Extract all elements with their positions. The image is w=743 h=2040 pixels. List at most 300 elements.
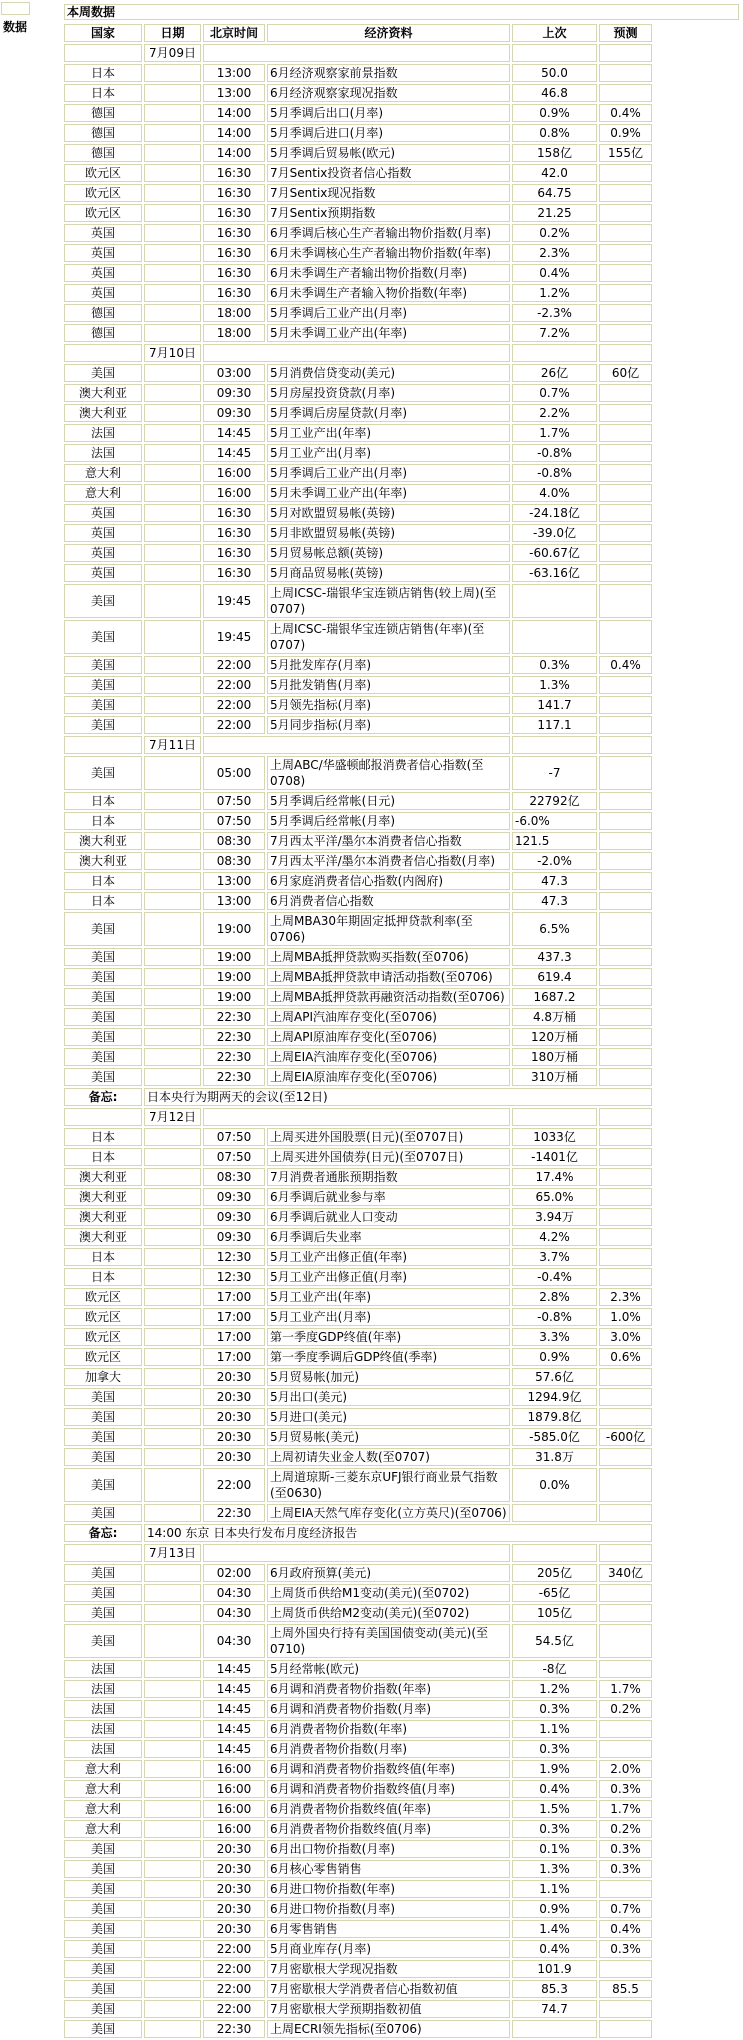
cell-date (144, 1960, 201, 1978)
cell-previous: 205亿 (512, 1564, 597, 1582)
cell-previous: 74.7 (512, 2000, 597, 2018)
cell-previous (512, 584, 597, 618)
cell-date (144, 1368, 201, 1386)
cell-previous: 0.4% (512, 1940, 597, 1958)
cell-forecast (599, 84, 652, 102)
cell-date (144, 620, 201, 654)
table-row (64, 872, 652, 890)
cell-time: 20:30 (203, 1880, 265, 1898)
cell-time: 09:30 (203, 1228, 265, 1246)
table-row (64, 1368, 652, 1386)
cell-forecast (599, 1408, 652, 1426)
cell-time: 16:00 (203, 1760, 265, 1778)
cell-date (144, 424, 201, 442)
table-row (64, 1288, 652, 1306)
cell-time: 12:30 (203, 1268, 265, 1286)
cell-date (144, 1408, 201, 1426)
table-row (64, 716, 652, 734)
cell-forecast (599, 852, 652, 870)
cell-forecast: 2.3% (599, 1288, 652, 1306)
cell-previous: 0.4% (512, 264, 597, 282)
cell-previous: -63.16亿 (512, 564, 597, 582)
cell-country: 美国 (64, 756, 142, 790)
cell-country: 欧元区 (64, 184, 142, 202)
cell-date (144, 544, 201, 562)
cell-date (144, 988, 201, 1006)
cell-time: 14:45 (203, 1720, 265, 1738)
cell-time: 08:30 (203, 1168, 265, 1186)
cell-time: 13:00 (203, 64, 265, 82)
cell-date (144, 364, 201, 382)
cell-previous: 1033亿 (512, 1128, 597, 1146)
cell-item: 上周ECRI领先指标(至0706) (267, 2020, 510, 2038)
cell-forecast (599, 324, 652, 342)
cell-time: 16:30 (203, 564, 265, 582)
cell-previous: 4.8万桶 (512, 1008, 597, 1026)
cell-country: 日本 (64, 1128, 142, 1146)
cell-previous: 437.3 (512, 948, 597, 966)
table-row (64, 1604, 652, 1622)
cell-forecast (599, 164, 652, 182)
cell-country: 美国 (64, 2020, 142, 2038)
table-row (64, 832, 652, 850)
cell-item: 5月贸易帐总额(英镑) (267, 544, 510, 562)
cell-previous: 0.1% (512, 1840, 597, 1858)
cell-forecast: 3.0% (599, 1328, 652, 1346)
table-title: 本周数据 (64, 4, 739, 20)
cell-time: 07:50 (203, 792, 265, 810)
cell-item: 6月零售销售 (267, 1920, 510, 1938)
cell-date (144, 64, 201, 82)
cell-item: 上周买进外国债券(日元)(至0707日) (267, 1148, 510, 1166)
cell-country: 澳大利亚 (64, 832, 142, 850)
cell-time: 07:50 (203, 1148, 265, 1166)
table-row (64, 424, 652, 442)
cell-country: 美国 (64, 1980, 142, 1998)
cell-date (144, 1168, 201, 1186)
cell-date (144, 464, 201, 482)
cell-date (144, 1584, 201, 1602)
cell-item: 5月商业库存(月率) (267, 1940, 510, 1958)
cell-country: 法国 (64, 1680, 142, 1698)
table-row (64, 852, 652, 870)
cell-forecast: 2.0% (599, 1760, 652, 1778)
cell-country (64, 344, 142, 362)
table-row (64, 676, 652, 694)
cell-time: 04:30 (203, 1584, 265, 1602)
cell-date (144, 1148, 201, 1166)
cell-forecast (599, 1208, 652, 1226)
cell-time: 22:00 (203, 696, 265, 714)
table-row (64, 892, 652, 910)
cell-date (144, 1008, 201, 1026)
cell-previous: 1.4% (512, 1920, 597, 1938)
cell-previous: 0.2% (512, 224, 597, 242)
cell-time: 16:30 (203, 264, 265, 282)
cell-forecast (599, 304, 652, 322)
cell-previous: 1.3% (512, 676, 597, 694)
cell-country: 英国 (64, 244, 142, 262)
table-row (64, 1308, 652, 1326)
cell-previous: 0.9% (512, 104, 597, 122)
cell-country: 美国 (64, 584, 142, 618)
cell-forecast (599, 1468, 652, 1502)
cell-country: 美国 (64, 1840, 142, 1858)
cell-country: 澳大利亚 (64, 1188, 142, 1206)
memo-row (64, 1524, 652, 1542)
cell-country: 意大利 (64, 1800, 142, 1818)
cell-previous: 1294.9亿 (512, 1388, 597, 1406)
cell-date (144, 1048, 201, 1066)
cell-previous: 1.9% (512, 1760, 597, 1778)
cell-forecast: 340亿 (599, 1564, 652, 1582)
cell-previous: 1.2% (512, 284, 597, 302)
cell-date (144, 968, 201, 986)
cell-date (144, 716, 201, 734)
cell-country (64, 736, 142, 754)
cell-forecast (599, 1228, 652, 1246)
cell-item: 6月消费者信心指数 (267, 892, 510, 910)
cell-country: 美国 (64, 2000, 142, 2018)
cell-date (144, 1448, 201, 1466)
cell-date (144, 1720, 201, 1738)
cell-forecast (599, 1740, 652, 1758)
cell-country: 澳大利亚 (64, 404, 142, 422)
cell-time: 22:30 (203, 1008, 265, 1026)
cell-previous: 117.1 (512, 716, 597, 734)
cell-time: 22:00 (203, 1980, 265, 1998)
cell-item: 6月未季调生产者输入物价指数(年率) (267, 284, 510, 302)
cell-previous: 46.8 (512, 84, 597, 102)
title-table (62, 2, 741, 22)
cell-country: 法国 (64, 1720, 142, 1738)
cell-forecast (599, 524, 652, 542)
cell-previous: 0.0% (512, 1468, 597, 1502)
cell-date (144, 224, 201, 242)
cell-country: 法国 (64, 1660, 142, 1678)
cell-date (144, 324, 201, 342)
table-row (64, 1048, 652, 1066)
cell-country: 美国 (64, 1900, 142, 1918)
cell-date (144, 1564, 201, 1582)
cell-item: 6月消费者物价指数(月率) (267, 1740, 510, 1758)
cell-time: 20:30 (203, 1428, 265, 1446)
cell-date (144, 656, 201, 674)
cell-date (144, 1208, 201, 1226)
table-row (64, 1408, 652, 1426)
cell-item: 5月工业产出(年率) (267, 424, 510, 442)
cell-date (144, 1068, 201, 1086)
cell-time: 13:00 (203, 84, 265, 102)
cell-country: 德国 (64, 304, 142, 322)
cell-item: 5月季调后进口(月率) (267, 124, 510, 142)
table-row (64, 1564, 652, 1582)
cell-forecast (599, 1624, 652, 1658)
cell-previous: 22792亿 (512, 792, 597, 810)
cell-item: 上周ABC/华盛顿邮报消费者信心指数(至0708) (267, 756, 510, 790)
cell-country: 美国 (64, 1028, 142, 1046)
table-row (64, 1680, 652, 1698)
memo-label: 备忘: (64, 1524, 142, 1542)
cell-forecast (599, 64, 652, 82)
cell-forecast (599, 1108, 652, 1126)
cell-forecast (599, 1368, 652, 1386)
cell-country: 欧元区 (64, 1308, 142, 1326)
cell-forecast: 0.2% (599, 1820, 652, 1838)
cell-item: 6月进口物价指数(年率) (267, 1880, 510, 1898)
cell-forecast (599, 1388, 652, 1406)
cell-previous (512, 2020, 597, 2038)
cell-country: 英国 (64, 224, 142, 242)
cell-time: 16:30 (203, 524, 265, 542)
cell-time: 13:00 (203, 892, 265, 910)
cell-date (144, 1288, 201, 1306)
cell-forecast (599, 184, 652, 202)
cell-time: 22:30 (203, 1504, 265, 1522)
cell-forecast (599, 716, 652, 734)
table-row (64, 484, 652, 502)
cell-previous: 0.7% (512, 384, 597, 402)
cell-time: 04:30 (203, 1624, 265, 1658)
table-row (64, 504, 652, 522)
cell-item: 第一季度季调后GDP终值(季率) (267, 1348, 510, 1366)
cell-time: 20:30 (203, 1860, 265, 1878)
cell-time: 16:00 (203, 1800, 265, 1818)
date-row (64, 1108, 652, 1126)
cell-item: 5月季调后经常帐(月率) (267, 812, 510, 830)
table-row (64, 544, 652, 562)
cell-country: 美国 (64, 948, 142, 966)
cell-previous: 31.8万 (512, 1448, 597, 1466)
cell-date (144, 284, 201, 302)
cell-item: 5月季调后工业产出(月率) (267, 304, 510, 322)
cell-time: 16:00 (203, 1820, 265, 1838)
cell-time: 19:00 (203, 968, 265, 986)
cell-time: 20:30 (203, 1920, 265, 1938)
cell-country: 欧元区 (64, 1288, 142, 1306)
cell-date (144, 104, 201, 122)
cell-forecast (599, 1880, 652, 1898)
cell-country: 美国 (64, 1940, 142, 1958)
cell-date (144, 1228, 201, 1246)
cell-previous (512, 620, 597, 654)
cell-country: 美国 (64, 1408, 142, 1426)
table-row (64, 364, 652, 382)
cell-time: 20:30 (203, 1840, 265, 1858)
cell-time: 17:00 (203, 1328, 265, 1346)
table-row (64, 204, 652, 222)
cell-item: 5月工业产出(月率) (267, 1308, 510, 1326)
table-row (64, 1388, 652, 1406)
cell-item: 上周EIA天然气库存变化(立方英尺)(至0706) (267, 1504, 510, 1522)
cell-forecast (599, 584, 652, 618)
cell-country: 美国 (64, 716, 142, 734)
cell-forecast (599, 544, 652, 562)
cell-date (144, 184, 201, 202)
sidebar-label: 数据 (3, 20, 28, 34)
cell-forecast (599, 1544, 652, 1562)
table-row (64, 284, 652, 302)
cell-date (144, 1900, 201, 1918)
cell-forecast (599, 2000, 652, 2018)
cell-previous: 2.8% (512, 1288, 597, 1306)
cell-forecast: 0.9% (599, 124, 652, 142)
table-row (64, 1940, 652, 1958)
cell-previous: -24.18亿 (512, 504, 597, 522)
cell-date (144, 244, 201, 262)
cell-time: 22:30 (203, 2020, 265, 2038)
table-row (64, 324, 652, 342)
cell-item: 5月领先指标(月率) (267, 696, 510, 714)
cell-item: 7月Sentix预期指数 (267, 204, 510, 222)
table-row (64, 988, 652, 1006)
cell-item: 6月未季调生产者输出物价指数(月率) (267, 264, 510, 282)
cell-time: 16:30 (203, 164, 265, 182)
cell-item: 5月同步指标(月率) (267, 716, 510, 734)
col-time: 北京时间 (203, 24, 265, 42)
table-row (64, 1328, 652, 1346)
cell-time: 20:30 (203, 1408, 265, 1426)
table-row (64, 564, 652, 582)
cell-item: 上周货币供给M2变动(美元)(至0702) (267, 1604, 510, 1622)
cell-previous: 101.9 (512, 1960, 597, 1978)
cell-date (144, 84, 201, 102)
cell-country: 英国 (64, 564, 142, 582)
cell-date (144, 912, 201, 946)
cell-country: 美国 (64, 1860, 142, 1878)
cell-time: 19:45 (203, 584, 265, 618)
corner-cell (1, 2, 30, 15)
cell-country: 美国 (64, 1008, 142, 1026)
cell-forecast (599, 832, 652, 850)
cell-forecast (599, 872, 652, 890)
title-row (64, 4, 739, 20)
cell-previous: 3.7% (512, 1248, 597, 1266)
cell-forecast: 0.6% (599, 1348, 652, 1366)
cell-date (144, 1128, 201, 1146)
table-row (64, 912, 652, 946)
cell-item: 7月消费者通胀预期指数 (267, 1168, 510, 1186)
table-row (64, 1720, 652, 1738)
table-row (64, 1800, 652, 1818)
table-row (64, 124, 652, 142)
table-row (64, 1504, 652, 1522)
cell-previous: 0.9% (512, 1348, 597, 1366)
cell-date (144, 1920, 201, 1938)
cell-time: 12:30 (203, 1248, 265, 1266)
cell-previous: 0.3% (512, 1740, 597, 1758)
cell-time: 22:30 (203, 1068, 265, 1086)
cell-item: 6月核心零售销售 (267, 1860, 510, 1878)
cell-previous: 50.0 (512, 64, 597, 82)
cell-time: 22:30 (203, 1048, 265, 1066)
cell-item: 6月调和消费者物价指数终值(月率) (267, 1780, 510, 1798)
cell-item: 上周MBA抵押贷款购买指数(至0706) (267, 948, 510, 966)
cell-time: 22:00 (203, 656, 265, 674)
table-row (64, 1128, 652, 1146)
cell-date (144, 404, 201, 422)
cell-time: 09:30 (203, 384, 265, 402)
cell-forecast (599, 812, 652, 830)
cell-date (144, 832, 201, 850)
cell-date (144, 1740, 201, 1758)
cell-date: 7月11日 (144, 736, 201, 754)
cell-previous: 0.3% (512, 1700, 597, 1718)
cell-item: 5月工业产出修正值(年率) (267, 1248, 510, 1266)
cell-time: 22:00 (203, 1960, 265, 1978)
cell-previous: -1401亿 (512, 1148, 597, 1166)
cell-previous: 1687.2 (512, 988, 597, 1006)
cell-forecast (599, 1268, 652, 1286)
cell-time: 16:00 (203, 464, 265, 482)
cell-item: 5月消费信贷变动(美元) (267, 364, 510, 382)
cell-time: 09:30 (203, 1208, 265, 1226)
cell-item: 上周货币供给M1变动(美元)(至0702) (267, 1584, 510, 1602)
cell-previous: 0.4% (512, 1780, 597, 1798)
main-table-area (62, 0, 743, 2040)
col-forecast: 预测 (599, 24, 652, 42)
cell-previous: 105亿 (512, 1604, 597, 1622)
cell-date (144, 524, 201, 542)
table-row (64, 1860, 652, 1878)
cell-date (144, 124, 201, 142)
cell-country: 英国 (64, 544, 142, 562)
table-row (64, 792, 652, 810)
cell-forecast (599, 1960, 652, 1978)
cell-time-item (203, 1544, 510, 1562)
cell-country (64, 1108, 142, 1126)
cell-country: 美国 (64, 1624, 142, 1658)
cell-previous: 141.7 (512, 696, 597, 714)
cell-time: 16:30 (203, 224, 265, 242)
cell-previous: 85.3 (512, 1980, 597, 1998)
cell-previous: -0.8% (512, 464, 597, 482)
table-row (64, 1028, 652, 1046)
cell-date (144, 144, 201, 162)
cell-item: 7月密歇根大学消费者信心指数初值 (267, 1980, 510, 1998)
cell-country: 日本 (64, 1248, 142, 1266)
cell-item: 6月调和消费者物价指数(月率) (267, 1700, 510, 1718)
cell-item: 上周买进外国股票(日元)(至0707日) (267, 1128, 510, 1146)
table-row (64, 584, 652, 618)
cell-forecast (599, 424, 652, 442)
cell-date (144, 1880, 201, 1898)
cell-item: 5月出口(美元) (267, 1388, 510, 1406)
cell-country: 英国 (64, 264, 142, 282)
cell-country: 欧元区 (64, 164, 142, 182)
cell-date (144, 1188, 201, 1206)
table-row (64, 1700, 652, 1718)
cell-time: 16:00 (203, 1780, 265, 1798)
cell-item: 6月经济观察家前景指数 (267, 64, 510, 82)
cell-time: 08:30 (203, 852, 265, 870)
cell-item: 上周API汽油库存变化(至0706) (267, 1008, 510, 1026)
cell-forecast: 1.7% (599, 1680, 652, 1698)
cell-previous: -8亿 (512, 1660, 597, 1678)
cell-time: 19:00 (203, 988, 265, 1006)
cell-country: 欧元区 (64, 204, 142, 222)
cell-item: 5月未季调工业产出(年率) (267, 324, 510, 342)
cell-previous: -60.67亿 (512, 544, 597, 562)
table-row (64, 620, 652, 654)
cell-item: 7月密歇根大学现况指数 (267, 1960, 510, 1978)
cell-time: 17:00 (203, 1288, 265, 1306)
cell-date (144, 1660, 201, 1678)
cell-forecast: 0.4% (599, 104, 652, 122)
cell-country: 德国 (64, 324, 142, 342)
table-row (64, 756, 652, 790)
cell-country: 意大利 (64, 1820, 142, 1838)
